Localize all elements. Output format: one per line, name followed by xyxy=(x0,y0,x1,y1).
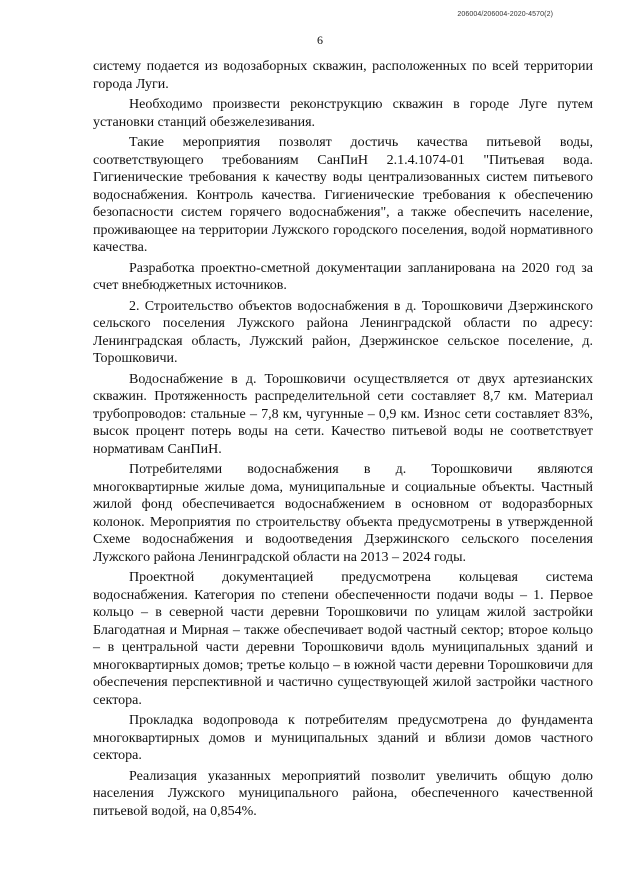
paragraph-2: Необходимо произвести реконструкцию скважин в городе Луге путем установки станций обезжелезивания. xyxy=(93,97,593,130)
document-body xyxy=(93,58,593,823)
document-code: 206004/206004-2020-4570(2) xyxy=(457,11,553,18)
paragraph-1: систему подается из водозаборных скважин, расположенных по всей территории города Луги. xyxy=(93,59,593,92)
paragraph-6: Водоснабжение в д. Торошковичи осуществляется от двух артезианских скважин. Протяженность распределительной сети составляет 8,7 км. Материал трубопроводов: стальные – 7,8 км, чугунные – 0,9 км. Износ сети составляет 83%, высок процент потерь воды на сети. Качество питьевой воды не соответствует нормативам СанПиН. xyxy=(93,371,593,457)
page-number: 6 xyxy=(317,33,323,47)
paragraph-10: Реализация указанных мероприятий позволит увеличить общую долю населения Лужского муниципального района, обеспеченного качественной питьевой водой, на 0,854%. xyxy=(93,768,593,819)
paragraph-5: 2. Строительство объектов водоснабжения в д. Торошковичи Дзержинского сельского поселения Лужского района Ленинградской области по адресу: Ленинградская область, Лужский район, Дзержинское сельское поселение, д. Торошковичи. xyxy=(93,298,593,366)
paragraph-3: Такие мероприятия позволят достичь качества питьевой воды, соответствующего требованиям СанПиН 2.1.4.1074-01 "Питьевая вода. Гигиенические требования к качеству воды централизованных систем питьевого водоснабжения. Контроль качества. Гигиенические требования к обеспечению безопасности систем горячего водоснабжения", а также обеспечить население, проживающее на территории Лужского городского поселения, водой нормативного качества. xyxy=(93,135,593,255)
paragraph-4: Разработка проектно-сметной документации запланирована на 2020 год за счет внебюджетных источников. xyxy=(93,260,593,293)
paragraph-9: Прокладка водопровода к потребителям предусмотрена до фундамента многоквартирных домов и муниципальных зданий и вблизи домов частного сектора. xyxy=(93,713,593,763)
paragraph-8: Проектной документацией предусмотрена кольцевая система водоснабжения. Категория по степени обеспеченности подачи воды – 1. Первое кольцо – в северной части деревни Торошковичи по улицам жилой застройки Благодатная и Мирная – также обеспечивает водой частный сектор; второе кольцо – в центральной части деревни Торошковичи вдоль муниципальных зданий и многоквартирных домов; третье кольцо – в южной части деревни Торошковичи для обеспечения перспективной и частично существующей жилой застройки частного сектора. xyxy=(93,570,593,708)
paragraph-7: Потребителями водоснабжения в д. Торошковичи являются многоквартирные жилые дома, муниципальные и социальные объекты. Частный жилой фонд обеспечивается водоснабжением в основном от водоразборных колонок. Мероприятия по строительству объекта предусмотрены в утвержденной Схеме водоснабжения и водоотведения Дзержинского сельского поселения Лужского района Ленинградской области на 2013 – 2024 годы. xyxy=(93,462,593,565)
